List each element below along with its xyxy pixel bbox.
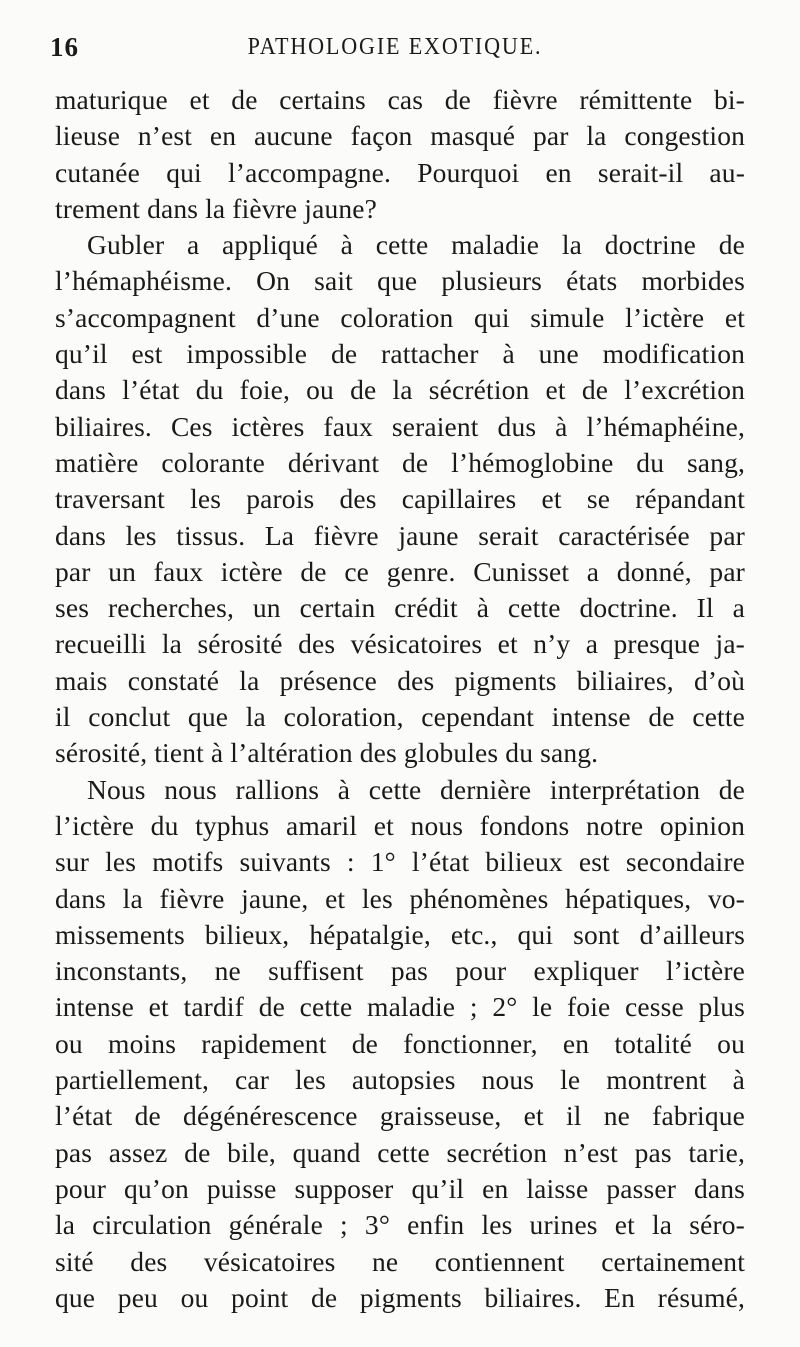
text-line: sur les motifs suivants : 1° l’état bilieux est secondaire (55, 846, 745, 878)
paragraph-end-line: sérosité, tient à l’altération des globules du sang. (55, 737, 599, 769)
page-number: 16 (50, 32, 79, 62)
running-head: PATHOLOGIE EXOTIQUE. (247, 34, 543, 60)
text-line: maturique et de certains cas de fièvre rémittente bi- (55, 84, 745, 115)
paragraph-start-line: Gubler a appliqué à cette maladie la doctrine de (87, 229, 745, 261)
text-line: lieuse n’est en aucune façon masqué par la congestion (55, 120, 745, 152)
text-line: l’hémaphéisme. On sait que plusieurs états morbides (55, 265, 745, 297)
body-text (55, 82, 745, 1316)
text-line: traversant les parois des capillaires et se répandant (55, 483, 745, 515)
text-line: inconstants, ne suffisent pas pour expliquer l’ictère (55, 955, 745, 987)
text-line: missements bilieux, hépatalgie, etc., qui sont d’ailleurs (55, 918, 745, 950)
text-line: matière colorante dérivant de l’hémoglobine du sang, (55, 446, 745, 478)
page-header (50, 32, 740, 72)
text-line: sité des vésicatoires ne contiennent certainement (55, 1245, 745, 1277)
text-line: dans la fièvre jaune, et les phénomènes hépatiques, vo- (55, 882, 745, 914)
text-line: intense et tardif de cette maladie ; 2° le foie cesse plus (55, 991, 745, 1023)
text-line: mais constaté la présence des pigments biliaires, d’où (55, 664, 745, 696)
text-line: partiellement, car les autopsies nous le montrent à (55, 1064, 745, 1096)
text-line: qu’il est impossible de rattacher à une modification (55, 338, 745, 370)
text-line: recueilli la sérosité des vésicatoires et n’y a presque ja- (55, 628, 745, 660)
text-line: ses recherches, un certain crédit à cette doctrine. Il a (55, 592, 745, 624)
text-line: pas assez de bile, quand cette secrétion n’est pas tarie, (55, 1136, 745, 1168)
text-line: la circulation générale ; 3° enfin les urines et la séro- (55, 1209, 745, 1241)
text-line: biliaires. Ces ictères faux seraient dus à l’hémaphéine, (55, 410, 745, 442)
text-line: cutanée qui l’accompagne. Pourquoi en serait-il au- (55, 156, 745, 188)
text-line: par un faux ictère de ce genre. Cunisset a donné, par (55, 555, 745, 587)
paragraph-end-line: trement dans la fièvre jaune? (55, 192, 377, 224)
text-line: ou moins rapidement de fonctionner, en totalité ou (55, 1027, 745, 1059)
text-line: l’ictère du typhus amaril et nous fondons notre opinion (55, 809, 745, 841)
text-line: pour qu’on puisse supposer qu’il en laisse passer dans (55, 1172, 745, 1204)
text-line: s’accompagnent d’une coloration qui simule l’ictère et (55, 301, 745, 333)
paragraph-start-line: Nous nous rallions à cette dernière interprétation de (87, 773, 745, 805)
text-line: il conclut que la coloration, cependant intense de cette (55, 701, 745, 733)
text-line: que peu ou point de pigments biliaires. En résumé, (55, 1281, 745, 1313)
text-line: l’état de dégénérescence graisseuse, et il ne fabrique (55, 1100, 745, 1132)
text-line: dans l’état du foie, ou de la sécrétion et de l’excrétion (55, 374, 745, 406)
text-line: dans les tissus. La fièvre jaune serait caractérisée par (55, 519, 745, 551)
